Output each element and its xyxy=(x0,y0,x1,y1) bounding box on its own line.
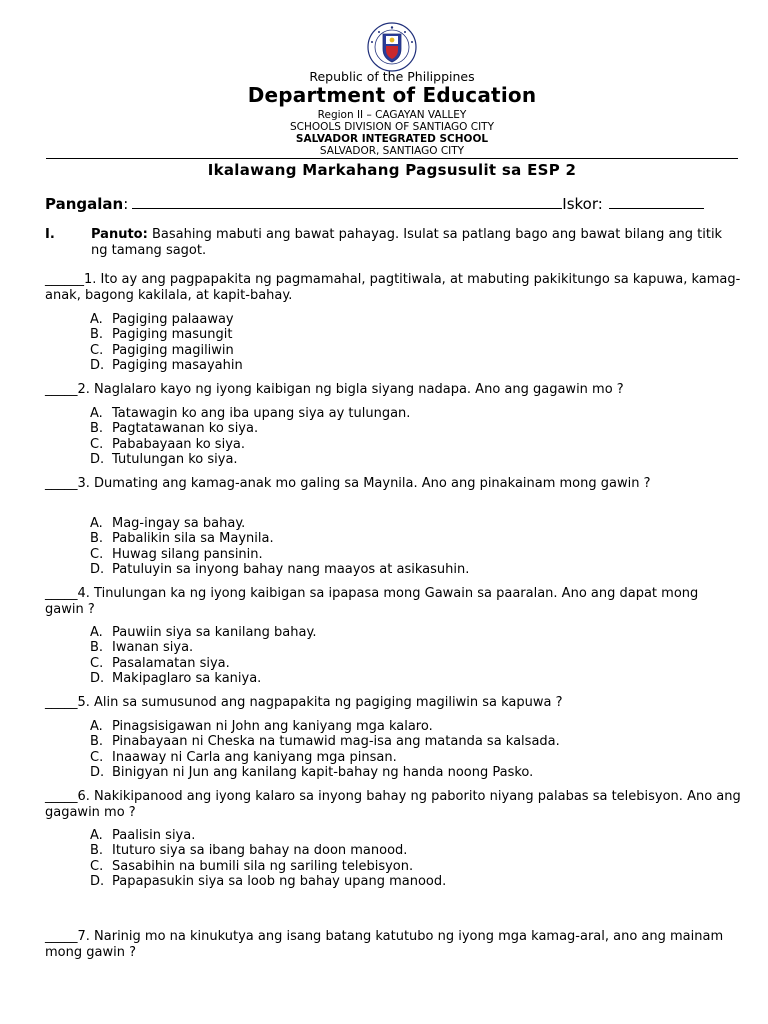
department-title: Department of Education xyxy=(247,83,537,107)
option: D. Binigyan ni Jun ang kanilang kapit-bahay ng handa noong Pasko. xyxy=(90,764,534,780)
school-address: SALVADOR, SANTIAGO CITY xyxy=(319,145,465,157)
region-line: Region II – CAGAYAN VALLEY xyxy=(317,109,467,121)
option: D. Makipaglaro sa kaniya. xyxy=(90,670,262,686)
option: A. Pauwiin siya sa kanilang bahay. xyxy=(90,625,317,640)
option: C. Huwag silang pansinin. xyxy=(90,546,263,562)
option: B. Pagtatawanan ko siya. xyxy=(90,421,259,437)
option: B. Iwanan siya. xyxy=(90,640,194,656)
option: A. Tatawagin ko ang iba upang siya ay tulungan. xyxy=(90,406,411,421)
question-7: _____7. Narinig mo na kinukutya ang isang batang katutubo ng iyong mga kamag-aral, ano ang mainam mong gawin ? xyxy=(45,929,724,960)
option: B. Pabalikin sila sa Maynila. xyxy=(90,531,274,547)
option: C. Sasabihin na bumili sila ng sariling telebisyon. xyxy=(90,858,414,874)
option: D. Pagiging masayahin xyxy=(90,357,243,373)
republic-line: Republic of the Philippines xyxy=(309,69,475,84)
option: D. Patuluyin sa inyong bahay nang maayos at asikasuhin. xyxy=(90,561,470,577)
name-score-row xyxy=(45,194,704,213)
directions-label: Panuto: xyxy=(91,227,148,242)
name-colon: : xyxy=(123,195,129,213)
name-blank[interactable] xyxy=(132,194,562,209)
header-divider xyxy=(46,158,738,159)
option: A. Pinagsisigawan ni John ang kaniyang mga kalaro. xyxy=(90,719,433,734)
deped-seal-icon xyxy=(357,22,427,72)
option: D. Tutulungan ko siya. xyxy=(90,451,238,467)
option: C. Inaaway ni Carla ang kaniyang mga pinsan. xyxy=(90,749,397,765)
question-4-options xyxy=(90,625,316,686)
question-4: _____4. Tinulungan ka ng iyong kaibigan sa ipapasa mong Gawain sa paaralan. Ano ang dapat mong gawin ? xyxy=(45,586,699,617)
question-1-options xyxy=(90,312,243,373)
question-3: _____3. Dumating ang kamag-anak mo galing sa Maynila. Ano ang pinakainam mong gawin ? xyxy=(45,476,651,491)
option: D. Papapasukin siya sa loob ng bahay upang manood. xyxy=(90,873,447,889)
name-label: Pangalan xyxy=(45,195,124,213)
score-blank[interactable] xyxy=(609,194,704,209)
option: A. Paalisin siya. xyxy=(90,828,196,843)
option: B. Pinabayaan ni Cheska na tumawid mag-isa ang matanda sa kalsada. xyxy=(90,734,560,750)
school-name: SALVADOR INTEGRATED SCHOOL xyxy=(295,133,489,145)
option: C. Pababayaan ko siya. xyxy=(90,436,245,452)
division-line: SCHOOLS DIVISION OF SANTIAGO CITY xyxy=(290,121,494,133)
option: B. Pagiging masungit xyxy=(90,327,233,343)
question-5-options xyxy=(90,719,560,780)
score-label: Iskor: xyxy=(562,195,603,213)
option: C. Pagiging magiliwin xyxy=(90,342,234,358)
option: B. Ituturo siya sa ibang bahay na doon manood. xyxy=(90,843,408,859)
exam-title: Ikalawang Markahang Pagsusulit sa ESP 2 xyxy=(207,161,577,179)
question-6-options xyxy=(90,828,446,889)
option: A. Mag-ingay sa bahay. xyxy=(90,516,246,531)
directions-text: Basahing mabuti ang bawat pahayag. Isulat sa patlang bago ang bawat bilang ang titik ng tamang sagot. xyxy=(91,227,723,258)
question-1: ______1. Ito ay ang pagpapakita ng pagmamahal, pagtitiwala, at mabuting pakikitungo sa kapuwa, kamag-anak, bagong kakilala, at kapit-bahay. xyxy=(45,272,741,303)
question-5: _____5. Alin sa sumusunod ang nagpapakita ng pagiging magiliwin sa kapuwa ? xyxy=(45,695,563,710)
question-2-options xyxy=(90,406,410,467)
option: C. Pasalamatan siya. xyxy=(90,655,230,671)
question-6: _____6. Nakikipanood ang iyong kalaro sa inyong bahay ng paborito niyang palabas sa telebisyon. Ano ang gagawin mo ? xyxy=(45,789,741,820)
question-2: _____2. Naglalaro kayo ng iyong kaibigan ng bigla siyang nadapa. Ano ang gagawin mo ? xyxy=(45,382,624,397)
section-number: I. xyxy=(45,227,55,242)
directions xyxy=(91,227,741,259)
option: A. Pagiging palaaway xyxy=(90,312,234,327)
question-3-options xyxy=(90,516,469,577)
